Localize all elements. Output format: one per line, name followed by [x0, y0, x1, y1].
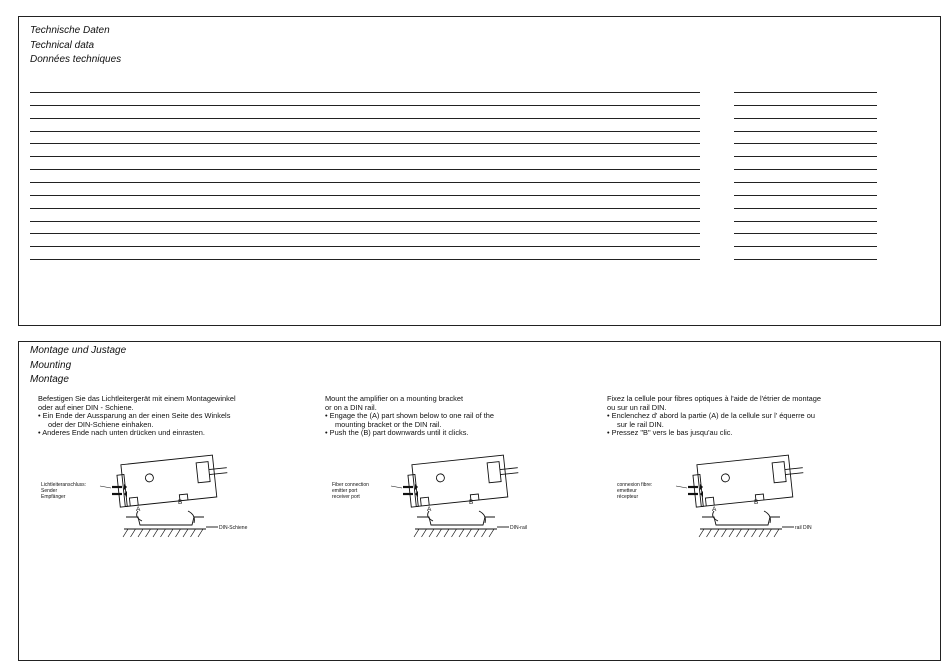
surface-hatch	[774, 529, 779, 537]
surface-hatch	[191, 529, 196, 537]
spec-line	[30, 105, 700, 106]
surface-hatch	[176, 529, 181, 537]
surface-hatch	[123, 529, 128, 537]
spec-value-line	[734, 259, 877, 260]
fiber-port-label-line: emitter port	[332, 488, 358, 494]
fiber-port-label	[41, 482, 86, 500]
part-label-b: B	[469, 499, 474, 506]
fiber-port-label	[332, 482, 369, 500]
spec-line	[30, 208, 700, 209]
push-motion-arrow-icon	[188, 511, 194, 523]
spec-line	[30, 156, 700, 157]
instruction-line: • Enclenchez d' abord la partie (A) de la cellule sur l' équerre ou	[607, 411, 815, 421]
instructions-english	[325, 395, 494, 438]
din-rail-label: rail DIN	[795, 525, 812, 531]
fiber-port-label-line: Lichtleiteranschluss:	[41, 482, 87, 488]
cable-line	[209, 473, 227, 475]
part-label-a: A	[427, 506, 432, 513]
mounting-title-german: Montage und Justage	[30, 345, 127, 356]
mounting-title-french: Montage	[30, 374, 69, 385]
instructions-french	[607, 395, 821, 438]
hook-a	[420, 497, 429, 506]
cable-gland	[772, 462, 786, 483]
fiber-port-label-line: receiver port	[332, 494, 360, 500]
instruction-line: sur le rail DIN.	[617, 419, 664, 429]
cable-gland	[196, 462, 210, 483]
port-leader-line	[676, 486, 687, 488]
din-rail-mounting-diagram-english	[329, 453, 529, 541]
fiber-port-label-line: emetteur	[617, 488, 637, 494]
spec-line	[30, 246, 700, 247]
instruction-line: • Engage the (A) part shown below to one rail of the	[325, 411, 494, 421]
instruction-line: Mount the amplifier on a mounting bracket	[325, 394, 464, 403]
hook-a	[129, 497, 138, 506]
spec-value-line	[734, 208, 877, 209]
spec-value-line	[734, 92, 877, 93]
surface-hatch	[482, 529, 487, 537]
surface-hatch	[153, 529, 158, 537]
title-french: Données techniques	[30, 54, 122, 65]
instruction-line: ou sur un rail DIN.	[607, 402, 667, 412]
port-leader-line	[391, 486, 402, 488]
surface-hatch	[183, 529, 188, 537]
cable-line	[209, 468, 227, 470]
spec-line	[30, 233, 700, 234]
mounting-title-english: Mounting	[30, 359, 72, 371]
cable-line	[785, 473, 803, 475]
instruction-line: oder auf einer DIN - Schiene.	[38, 402, 134, 412]
part-label-a: A	[712, 506, 717, 513]
surface-hatch	[437, 529, 442, 537]
push-motion-arrow-icon	[764, 511, 770, 523]
instruction-line: Fixez la cellule pour fibres optiques à l'aide de l'étrier de montage	[607, 394, 821, 403]
port-leader-line	[100, 486, 111, 488]
instruction-line: • Push the (B) part downwards until it clicks.	[325, 428, 469, 438]
spec-value-line	[734, 169, 877, 170]
part-label-b: B	[754, 499, 759, 506]
surface-hatch	[767, 529, 772, 537]
cable-gland	[487, 462, 501, 483]
surface-hatch	[759, 529, 764, 537]
surface-hatch	[131, 529, 136, 537]
surface-hatch	[161, 529, 166, 537]
spec-line	[30, 143, 700, 144]
technical-data-panel	[18, 16, 941, 326]
indicator-circle	[436, 473, 445, 482]
spec-value-line	[734, 221, 877, 222]
spec-value-line	[734, 182, 877, 183]
surface-hatch	[729, 529, 734, 537]
surface-hatch	[489, 529, 494, 537]
amplifier-housing	[692, 454, 806, 507]
din-rail-label: DIN-rail	[510, 525, 527, 531]
hook-a	[705, 497, 714, 506]
surface-hatch	[429, 529, 434, 537]
din-rail-label: DIN-Schiene	[219, 525, 248, 531]
fiber-port-label-line: Fiber connection	[332, 482, 369, 488]
surface-hatch	[146, 529, 151, 537]
fiber-port-label	[617, 482, 652, 500]
spec-value-line	[734, 118, 877, 119]
amplifier-housing	[407, 454, 521, 507]
technical-data-heading	[30, 24, 121, 68]
instructions-german	[38, 395, 236, 438]
spec-value-line	[734, 143, 877, 144]
spec-value-line	[734, 195, 877, 196]
cable-line	[785, 468, 803, 470]
housing-outline	[697, 455, 793, 506]
instruction-line: or on a DIN rail.	[325, 402, 377, 412]
spec-line	[30, 169, 700, 170]
cable-line	[500, 468, 518, 470]
instruction-line: • Pressez "B" vers le bas jusqu'au clic.	[607, 428, 733, 438]
surface-hatch	[714, 529, 719, 537]
indicator-circle	[721, 473, 730, 482]
spec-line	[30, 92, 700, 93]
surface-hatch	[138, 529, 143, 537]
surface-hatch	[459, 529, 464, 537]
cable-line	[500, 473, 518, 475]
spec-line	[30, 221, 700, 222]
surface-hatch	[168, 529, 173, 537]
spec-line	[30, 195, 700, 196]
surface-hatch	[752, 529, 757, 537]
surface-hatch	[707, 529, 712, 537]
part-label-a: A	[136, 506, 141, 513]
spec-line	[30, 131, 700, 132]
instruction-line: oder der DIN-Schiene einhaken.	[48, 419, 154, 429]
fiber-port-label-line: Sender	[41, 488, 58, 494]
title-german: Technische Daten	[30, 25, 110, 36]
spec-value-line	[734, 105, 877, 106]
din-rail-mounting-diagram-french	[614, 453, 814, 541]
mounting-panel	[18, 341, 941, 661]
mounting-heading	[30, 344, 126, 388]
instruction-line: • Anderes Ende nach unten drücken und einrasten.	[38, 428, 205, 438]
fiber-port-label-line: connexion fibre:	[617, 482, 653, 488]
instruction-line: mounting bracket or the DIN rail.	[335, 419, 442, 429]
instruction-line: • Ein Ende der Aussparung an der einen Seite des Winkels	[38, 411, 231, 421]
surface-hatch	[722, 529, 727, 537]
indicator-circle	[145, 473, 154, 482]
push-motion-arrow-icon	[479, 511, 485, 523]
housing-outline	[412, 455, 508, 506]
spec-line	[30, 259, 700, 260]
surface-hatch	[414, 529, 419, 537]
surface-hatch	[198, 529, 203, 537]
fiber-port-label-line: récepteur	[617, 494, 639, 500]
amplifier-housing	[116, 454, 230, 507]
spec-value-line	[734, 233, 877, 234]
surface-hatch	[444, 529, 449, 537]
surface-hatch	[452, 529, 457, 537]
surface-hatch	[744, 529, 749, 537]
title-english: Technical data	[30, 39, 95, 51]
instruction-line: Befestigen Sie das Lichtleitergerät mit einem Montagewinkel	[38, 394, 236, 403]
spec-line	[30, 118, 700, 119]
housing-outline	[121, 455, 217, 506]
spec-line	[30, 182, 700, 183]
surface-hatch	[699, 529, 704, 537]
din-rail-mounting-diagram-german	[38, 453, 248, 541]
surface-hatch	[737, 529, 742, 537]
fiber-port-label-line: Empfänger	[41, 494, 66, 500]
surface-hatch	[422, 529, 427, 537]
spec-value-line	[734, 131, 877, 132]
spec-value-line	[734, 156, 877, 157]
spec-value-line	[734, 246, 877, 247]
surface-hatch	[467, 529, 472, 537]
part-label-b: B	[178, 499, 183, 506]
surface-hatch	[474, 529, 479, 537]
